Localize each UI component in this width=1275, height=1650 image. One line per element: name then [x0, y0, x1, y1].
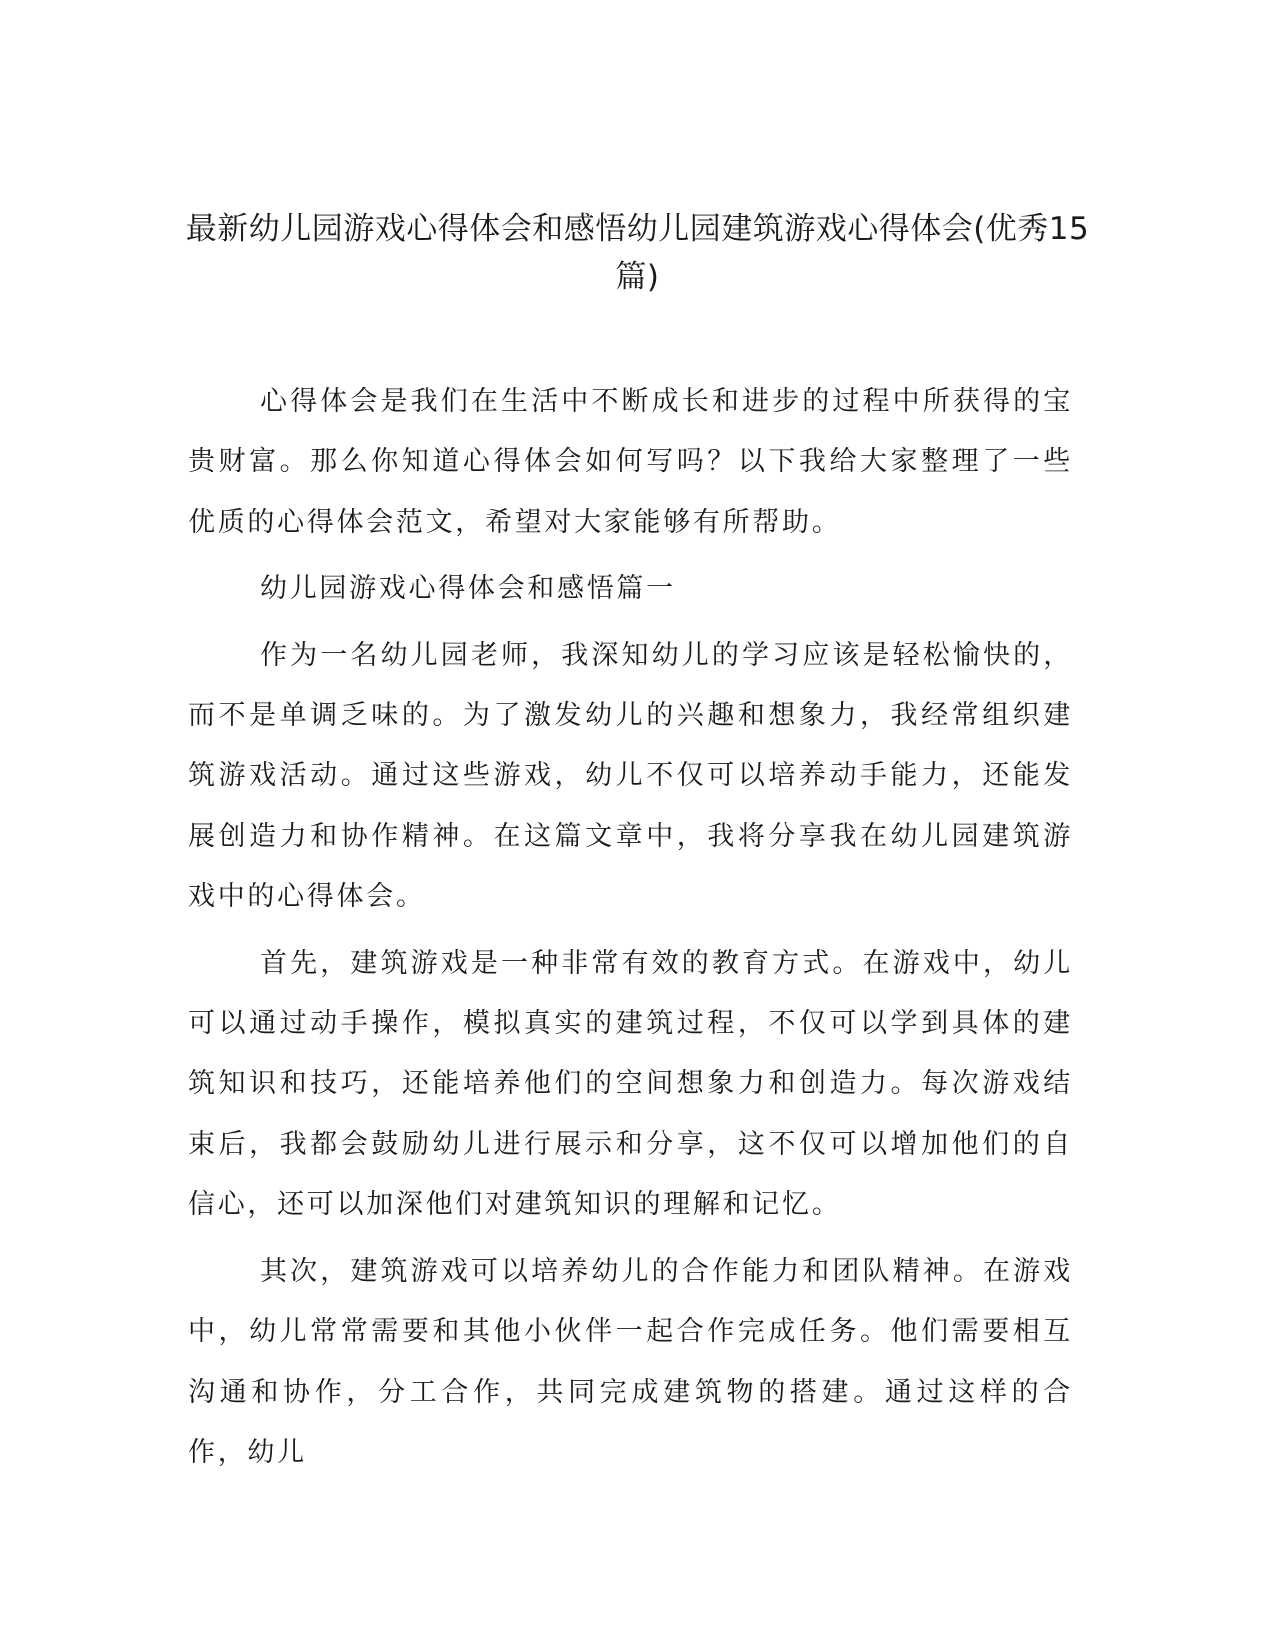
body-paragraph: 作为一名幼儿园老师，我深知幼儿的学习应该是轻松愉快的，而不是单调乏味的。为了激发幼儿的兴趣和想象力，我经常组织建筑游戏活动。通过这些游戏，幼儿不仅可以培养动手能力，还能发展创造力和协作精神。在这篇文章中，我将分享我在幼儿园建筑游戏中的心得体会。 [188, 639, 1073, 913]
document-title: 最新幼儿园游戏心得体会和感悟幼儿园建筑游戏心得体会(优秀15篇) [185, 211, 1090, 295]
body-paragraph: 首先，建筑游戏是一种非常有效的教育方式。在游戏中，幼儿可以通过动手操作，模拟真实的建筑过程，不仅可以学到具体的建筑知识和技巧，还能培养他们的空间想象力和创造力。每次游戏结束后，我都会鼓励幼儿进行展示和分享，这不仅可以增加他们的自信心，还可以加深他们对建筑知识的理解和记忆。 [188, 947, 1073, 1221]
document-body [188, 372, 1073, 1489]
intro-paragraph: 心得体会是我们在生活中不断成长和进步的过程中所获得的宝贵财富。那么你知道心得体会如何写吗？以下我给大家整理了一些优质的心得体会范文，希望对大家能够有所帮助。 [188, 386, 1073, 538]
body-paragraph: 其次，建筑游戏可以培养幼儿的合作能力和团队精神。在游戏中，幼儿常常需要和其他小伙伴一起合作完成任务。他们需要相互沟通和协作，分工合作，共同完成建筑物的搭建。通过这样的合作，幼儿 [188, 1255, 1073, 1468]
section-heading: 幼儿园游戏心得体会和感悟篇一 [260, 573, 676, 605]
